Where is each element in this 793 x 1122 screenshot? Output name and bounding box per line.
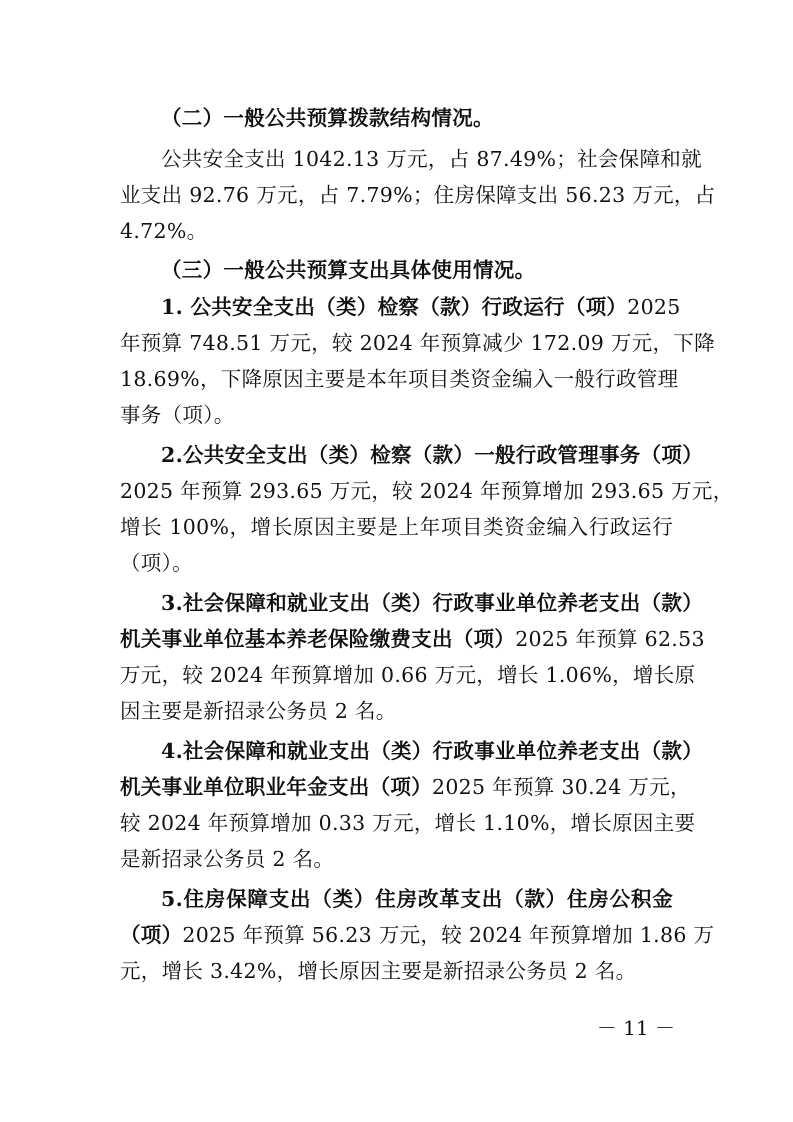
item-3-title-line-2 [120,625,705,653]
paragraph-line: （项）。 [120,551,193,575]
paragraph-line: 业支出 92.76 万元，占 7.79%；住房保障支出 56.23 万元，占 [120,183,716,207]
paragraph-line: 是新招录公务员 2 名。 [120,847,335,871]
item-4-title: 4.社会保障和就业支出（类）行政事业单位养老支出（款） [161,739,703,763]
paragraph-line: 因主要是新招录公务员 2 名。 [120,699,397,723]
paragraph-line: 事务（项）。 [120,403,235,427]
section-heading-3: （三）一般公共预算支出具体使用情况。 [161,258,536,282]
section-heading-2: （二）一般公共预算拨款结构情况。 [161,106,494,130]
page-number: － 11 － [596,1016,675,1040]
item-2-title: 2.公共安全支出（类）检察（款）一般行政管理事务（项） [161,443,703,467]
item-4-title-tail: 2025 年预算 30.24 万元， [432,775,691,799]
paragraph-line: 较 2024 年预算增加 0.33 万元，增长 1.10%，增长原因主要 [120,811,696,835]
item-5-title-tail: 2025 年预算 56.23 万元，较 2024 年预算增加 1.86 万 [182,923,715,947]
item-5-title-line-2 [120,921,715,949]
paragraph-line: 4.72%。 [120,219,208,243]
item-1-title-line [161,293,681,321]
item-4-title-cont: 机关事业单位职业年金支出（项） [120,775,432,799]
paragraph-line: 18.69%，下降原因主要是本年项目类资金编入一般行政管理 [120,367,679,391]
paragraph-line: 元，增长 3.42%，增长原因主要是新招录公务员 2 名。 [120,959,637,983]
paragraph-line: 公共安全支出 1042.13 万元，占 87.49%；社会保障和就 [161,147,702,171]
item-1-title: 1. 公共安全支出（类）检察（款）行政运行（项） [161,295,628,319]
paragraph-line: 年预算 748.51 万元，较 2024 年预算减少 172.09 万元，下降 [120,331,715,355]
item-5-title-cont: （项） [120,923,183,947]
item-5-title: 5.住房保障支出（类）住房改革支出（款）住房公积金 [161,887,673,911]
item-3-title-tail: 2025 年预算 62.53 [515,627,705,651]
item-3-title-cont: 机关事业单位基本养老保险缴费支出（项） [120,627,516,651]
item-1-title-tail: 2025 [627,295,681,319]
item-4-title-line-2 [120,773,691,801]
paragraph-line: 万元，较 2024 年预算增加 0.66 万元，增长 1.06%，增长原 [120,663,696,687]
paragraph-line: 增长 100%，增长原因主要是上年项目类资金编入行政运行 [120,515,673,539]
paragraph-line: 2025 年预算 293.65 万元，较 2024 年预算增加 293.65 万元， [120,479,734,503]
item-3-title: 3.社会保障和就业支出（类）行政事业单位养老支出（款） [161,591,703,615]
